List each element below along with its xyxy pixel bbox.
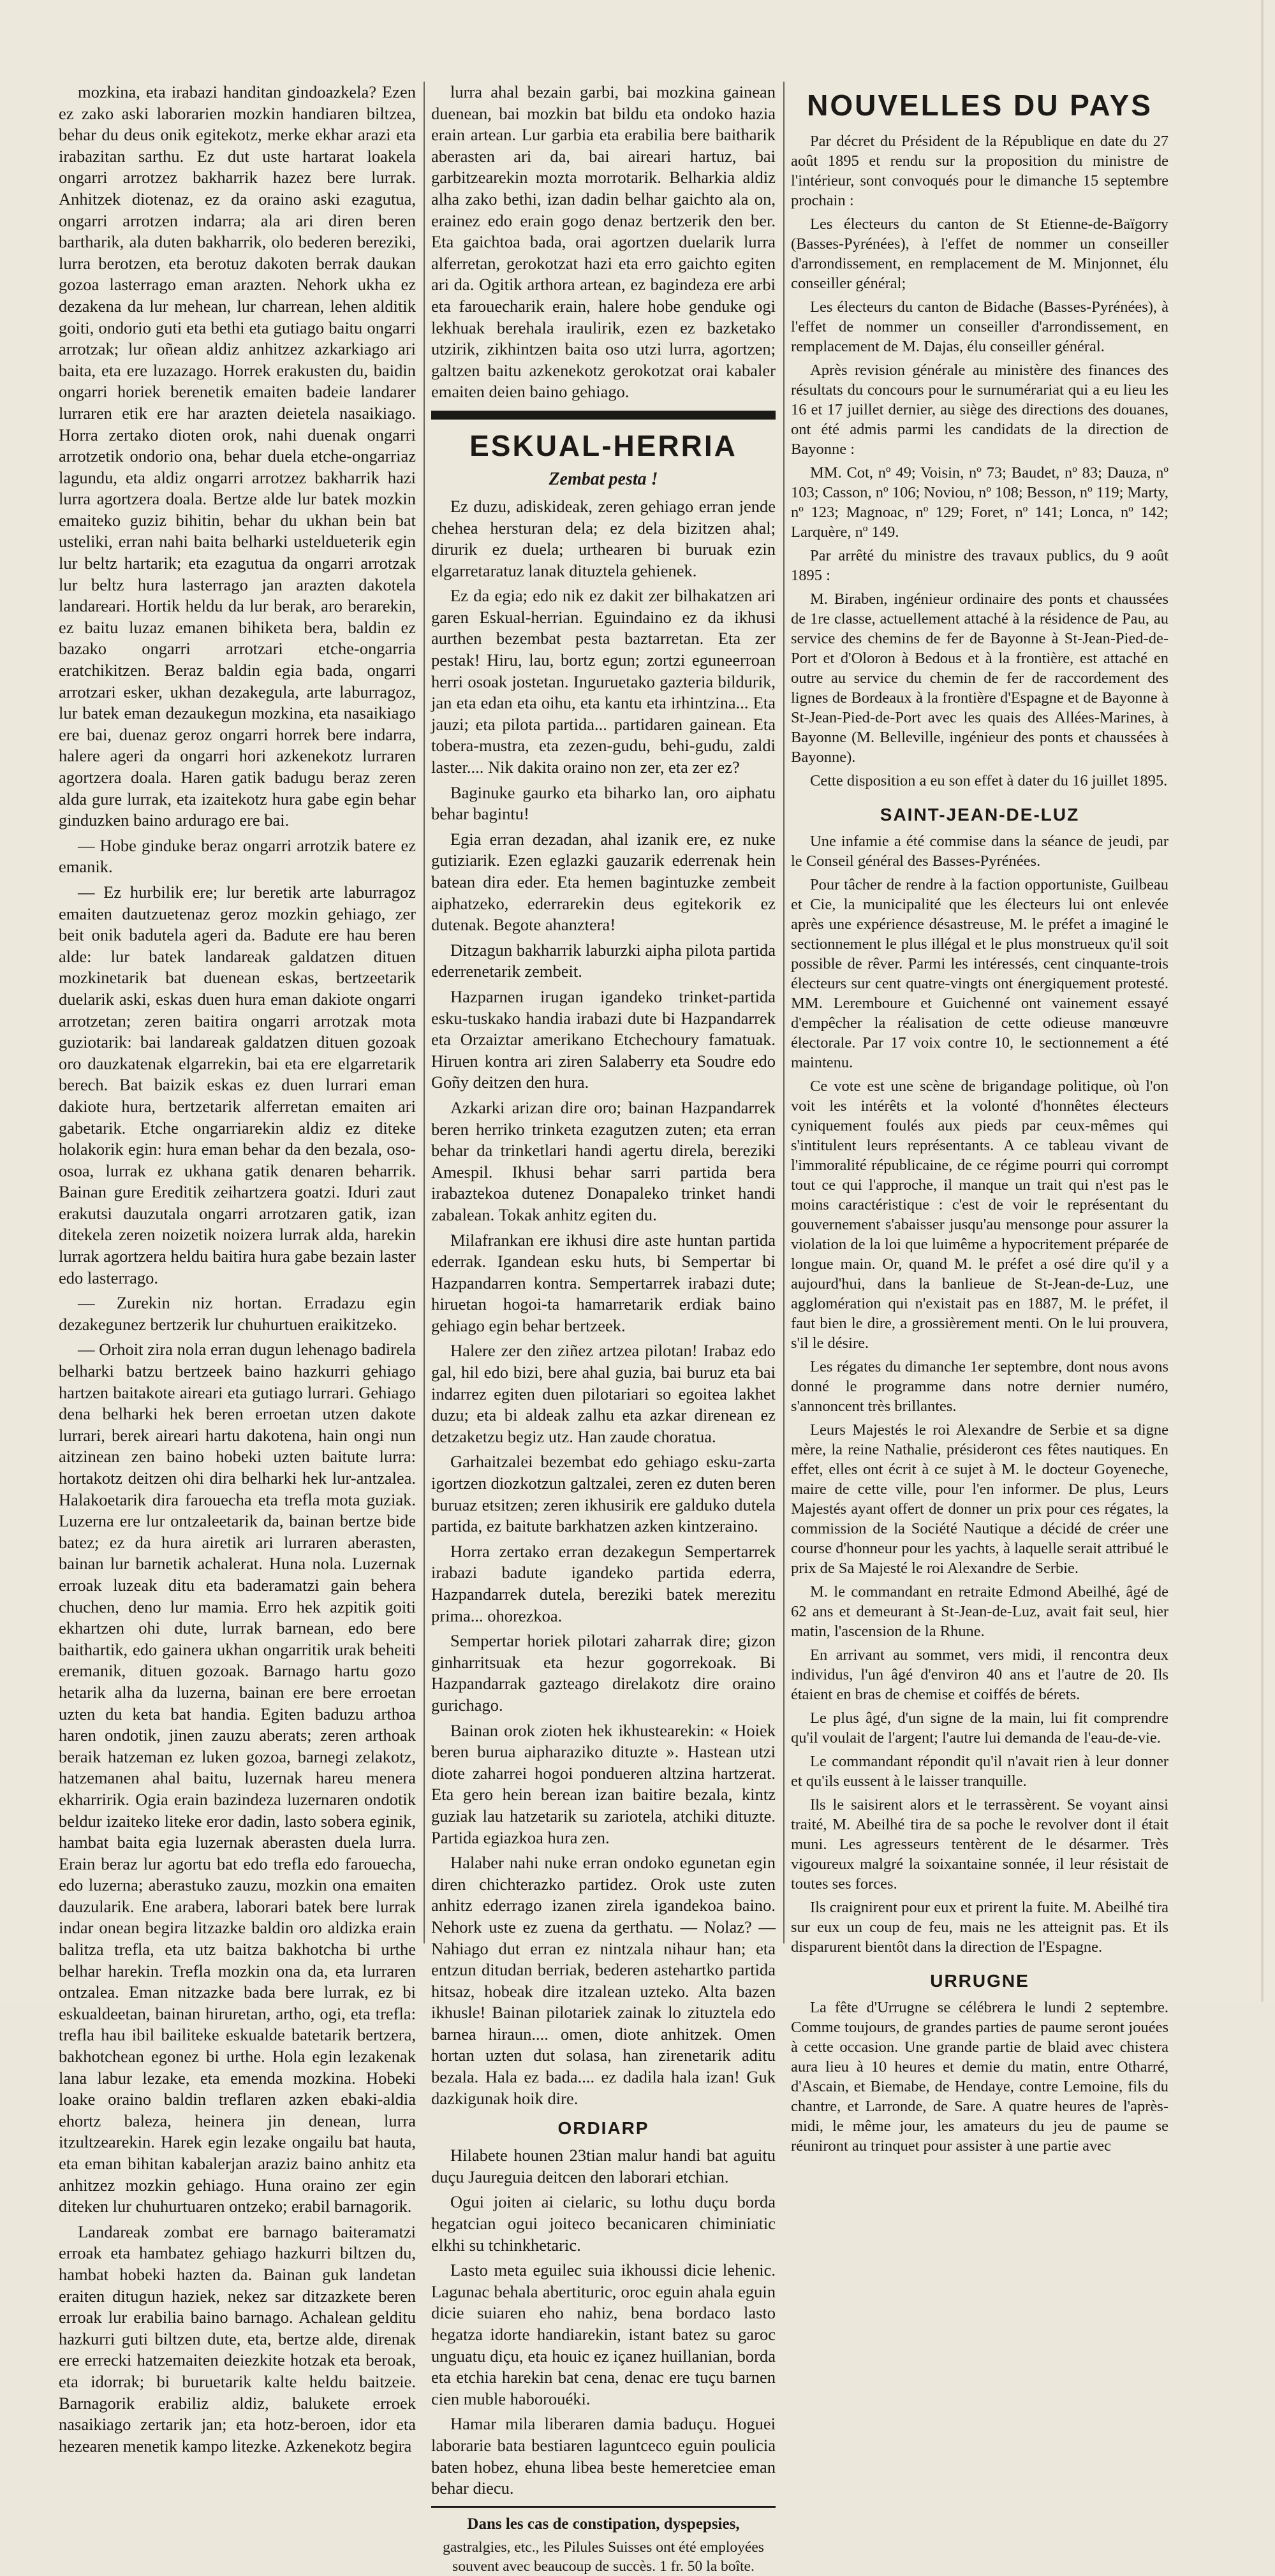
news-paragraph: Le plus âgé, d'un signe de la main, lui fit comprendre qu'il voulait de l'argent; l'autre lui demanda de l'eau-de-vie. <box>791 1709 1168 1746</box>
ad-divider <box>431 2506 776 2508</box>
article-paragraph: Azkarki arizan dire oro; bainan Hazpandarrek beren herriko trinketa ezagutzen zuten; eta erran behar da trinketlari handi agertu direla, bereziki Amespil. Ikhusi behar sarri partida bera irabaztekoa dutenez Donapaleko trinket handi zabalean. Tokak anhitz egiten du. <box>431 1097 776 1224</box>
article-paragraph: Hilabete hounen 23tian malur handi bat aguitu duçu Jaureguia deitcen den laborari etchian. <box>431 2146 776 2186</box>
article-paragraph: Halaber nahi nuke erran ondoko egunetan egin diren chichterazko partidez. Orok uste zuten anhitz ederrago izanen zirela igandekoa baino. Nehork uste ez zuena da gerthatu. — Nolaz? — Nahiago dut erran ez nintzala nihaur han; eta entzun ditudan berriak, bederen astehartko partida hitsaz, hobeak dire itzalean uzteko. Alta bazen ikhusle! Bainan pilotariek zainak lo zituztela edo barnea hiraun.... omen, diote anhitzek. Omen hortan uzten dut solasa, han zirenetarik aditu bezala. Hala ez bada.... ez dadila hala izan! Guk dazkigunak hoik dire. <box>431 1853 776 2108</box>
col1-paragraph-4: — Zurekin niz hortan. Erradazu egin dezakegunez bertzerik lur chuhurtuen eraikitzeko. <box>59 1293 416 1334</box>
news-paragraph: Leurs Majestés le roi Alexandre de Serbie et sa digne mère, la reine Nathalie, présideront ces fêtes nautiques. En effet, elles ont écrit à ce sujet à M. le docteur Goyeneche, maire de cette ville, pour l'en informer. De plus, Leurs Majestés ayant offert de donner un prix pour ces régates, la commission de la Société Nautique a décidé de créer une course d'honneur pour les yachts, à laquelle serait attribué le prix de Sa Majesté le roi Alexandre de Serbie. <box>791 1421 1168 1577</box>
news-paragraph: Après revision générale au ministère des finances des résultats du concours pour le surnumérariat qui a eu lieu les 16 et 17 juillet dernier, au siège des directions des douanes, ont été admis parmi les candidats de la direction de Bayonne : <box>791 362 1168 458</box>
news-paragraph: MM. Cot, nº 49; Voisin, nº 73; Baudet, nº 83; Dauza, nº 103; Casson, nº 106; Noviou, nº 108; Besson, nº 119; Marty, nº 123; Magnoac, nº 129; Foret, nº 141; Lonca, nº 142; Larquère, nº 149. <box>791 464 1168 541</box>
section-divider <box>431 411 776 420</box>
news-paragraph: Pour tâcher de rendre à la faction opportuniste, Guilbeau et Cie, la municipalité que les électeurs lui ont enlevée après une expérience désastreuse, M. le préfet a imaginé le sectionnement le plus illégal et le plus monstrueux qu'il soit possible de rêver. Parmi les intéressés, cent cinquante-trois électeurs sur cent quatre-vingts ont énergiquement protesté. MM. Leremboure et Guichenné ont vainement essayé d'empêcher la réalisation de cette odieuse manœuvre électorale. Par 17 voix contre 10, le sectionnement a été maintenu. <box>791 876 1168 1071</box>
news-paragraph: Cette disposition a eu son effet à dater du 16 juillet 1895. <box>810 772 1168 789</box>
eskual-herria-masthead: ESKUAL-HERRIA <box>469 428 737 462</box>
article-paragraph: Ez da egia; edo nik ez dakit zer bilhakatzen ari garen Eskual-herrian. Eguindaino ez da ikhusi aurthen bezembat pesta baztarretan. Eta zer pestak! Hiru, lau, bortz egun; zortzi eguneerroan herri osoak jostetan. Inguruetako gazteria bildurik, jan eta edan eta oihu, eta kantu eta irhintzina... Eta jauzi; eta pilota partida... partidaren gainean. Eta tobera-mustra, eta zezen-gudu, behi-gudu, zaldi laster.... Nik dakita oraino non zer, eta zer ez? <box>431 586 776 777</box>
news-paragraph: Ce vote est une scène de brigandage politique, où l'on voit les intérêts et la volonté d'honnêtes électeurs cyniquement foulés aux pieds par ceux-mêmes qui s'intitulent leurs représentants. A ce tableau vivant de l'immoralité républicaine, de ce régime pourri qui corrompt tout ce qui l'approche, il manque un trait qui n'est pas le moins caractéristique : c'est de voir le représentant du gouvernement s'abaisser jusqu'au mensonge pour assurer la violation de la loi que luimême a hypocritement préparée de longue main. Or, quand M. le préfet a osé dire qu'il y a aujourd'hui, dans la banlieue de St-Jean-de-Luz, une agglomération qui n'existait pas en 1887, M. le préfet, il faut bien le dire, a grossièrement menti. On le lui prouvera, s'il le désire. <box>791 1078 1168 1352</box>
ad-headline: Dans les cas de constipation, dyspepsies, <box>467 2515 740 2533</box>
article-paragraph: Horra zertako erran dezakegun Sempertarrek irabazi badute igandeko partida ederra, Hazpandarrek dutela, bereziki batek merezitu prima... ohorezkoa. <box>431 1541 776 1625</box>
article-paragraph: Milafrankan ere ikhusi dire aste huntan partida ederrak. Igandean esku huts, bi Sempertar bi Hazpandarren kontra. Sempertarrek irabazi dute; hiruetan hogoi-ta hamarretarik erdiak baino gehiago egin behar bertzeek. <box>431 1230 776 1335</box>
col1-paragraph-5: — Orhoit zira nola erran dugun lehenago badirela belharki batzu bertzeek baino hazkurri gehiago hartzen baitakote aireari eta gutiago lurrari. Gehiago dena belharki hek beren erroetan utzen dakote lurrari, berek aireari hartu dakotena, hain ongi nun aitzinean zen baino hobeki uzten baitute lurra: hortakotz deitzen ohi dira belharki hek lur-antzalea. Halakoetarik dira farouecha eta trefla mota guziak. Luzerna ere lur ontzaleetarik da, bainan bertze bide batez; ez da hura airetik ari lurraren aberasten, bainan lur barnetik achalerat. Huna nola. Luzernak erroak luzeak ditu eta baderamatzi gain behera chuchen, deno lur mamia. Erro hek azpitik goiti ekhartzen ohi dute, lurrak barnean, edo bere baithartik, edo gainera ukhan ongarritik urak beheiti eremanik, dituen gozoak. Barnago hartu gozo hetarik alha da luzerna, bainan ere bere erroetan uzten du keta bat handia. Egiten baduzu arthoa haren ondotik, jinen zauzu aberats; zeren arthoak beraik hatzeman ez luken gozoa, barnegi zelakotz, hatzemanen ahal baitu, luzernak hareu menera ekharririk. Ogia erain bazindeza luzernaren ondotik beldur izaiteko liteke eror dadin, lasto sobera eginik, hambat baita egia luzernak aberasten duela lurra. Erain beraz lur agortu bat edo trefla edo farouecha, edo luzerna; aberastuko zauzu, mozkin ona emaiten dauzularik. Ene arabera, laborari batek bere lurrak indar onean begira litzazke baldin oro aldizka erain balitza trefla, eta utz baitza bakhotcha bi urthe belhar harekin. Trefla mozkin ona da, eta lurraren ontzalea. Eman nitzazke bada bere lurrak, ez bi eskualdeetan, bainan hiruretan, artho, ogi, eta trefla: trefla hau ibil bailiteke eskualde batetarik bertzera, bakhotchean egonez bi urthe. Hola egin lezakenak lana labur lezake, eta emenda mozkina. Hobeki loake oraino baldin treflaren azken ebaki-aldia ehortz baleza, heinera jin denean, lurra itzultzearekin. Harek egin lezake ongailu bat hauta, eta eman bihitan kabalerjan araziz baino anhitz eta anhitzez mozkin gehiago. Huna oraino zer egin diteken lur chuhurtuaren ontzeko; erabil barnagorik. <box>59 1340 416 2216</box>
advertisement-pilules-suisses <box>431 2514 776 2576</box>
article-paragraph: Hamar mila liberaren damia baduçu. Hoguei laborarie bata bestiaren laguntceco eguin poulicia baten hobez, ehuna libea beste hemeretciee eman behar diecu. <box>431 2414 776 2498</box>
article-paragraph: Lasto meta eguilec suia ikhoussi dicie lehenic. Lagunac behala abertituric, oroc eguin ahala eguin dicie suiaren eho nahiz, bena bordaco lasto hegatza idorte handiarekin, istant batez su garoc unguatu diçu, eta houic ez içanez huillanian, borda eta etchia harekin bat cena, denac ere tuçu barnen cien muble haborouéki. <box>431 2260 776 2408</box>
article-paragraph: Bainan orok zioten hek ikhustearekin: « Hoiek beren burua aipharaziko dituzte ». Hastean utzi diote zaharrei hogoi pondueren altzina hartzerat. Eta gero hein berean izan baitire bezala, kintz guziak lau hatzetarik su zariotela, atchiki dituzte. Partida egiazkoa hura zen. <box>431 1720 776 1847</box>
news-paragraph: Ils le saisirent alors et le terrassèrent. Se voyant ainsi traité, M. Abeilhé tira de sa poche le revolver dont il était muni. Les agresseurs tentèrent de le désarmer. Très vigoureux malgré la soixantaine sonnée, il leur résistait de toutes ses forces. <box>791 1796 1168 1892</box>
article-paragraph: Egia erran dezadan, ahal izanik ere, ez nuke gutiziarik. Ezen eglazki gauzarik ederrenak hein batean dira eder. Eta hemen bagintuzke zembeit aiphatzeko, ederrarekin deus egitekorik ez dutenak. Begote ahanztera! <box>431 829 776 935</box>
news-paragraph: Les électeurs du canton de St Etienne-de-Baïgorry (Basses-Pyrénées), à l'effet de nommer un conseiller d'arrondissement, en remplacement de M. Minjonnet, élu conseiller général; <box>791 216 1168 292</box>
section-title-urrugne: URRUGNE <box>930 1971 1029 1991</box>
news-paragraph: Par décret du Président de la République en date du 27 août 1895 et rendu sur la proposition du ministre de l'intérieur, sont convoqués pour le dimanche 15 septembre prochain : <box>791 133 1168 209</box>
page-edge <box>1261 0 1264 2002</box>
news-paragraph: Une infamie a été commise dans la séance de jeudi, par le Conseil général des Basses-Pyrénées. <box>791 833 1168 870</box>
article-paragraph: Baginuke gaurko eta biharko lan, oro aiphatu behar bagintu! <box>431 782 776 824</box>
article-paragraph: Sempertar horiek pilotari zaharrak dire; gizon ginharritsuak eta hezur gogorrekoak. Bi Hazpandarrak gazteago direlakotz dire oraino gurichago. <box>431 1631 776 1715</box>
news-paragraph: En arrivant au sommet, vers midi, il rencontra deux individus, l'un âgé d'environ 40 ans et l'autre de 20. Ils étaient en bras de chemise et coiffés de bérets. <box>791 1646 1168 1703</box>
article-title-zembat-pesta: Zembat pesta ! <box>549 469 658 489</box>
section-title-saint-jean-de-luz: SAINT-JEAN-DE-LUZ <box>880 805 1080 824</box>
article-paragraph: Halere zer den ziñez artzea pilotan! Irabaz edo gal, hil edo bizi, bere ahal guzia, bai buruz eta bai indarrez egiten duen pilotariari so egoitea lakhet duzu; eta bi aldeak zalhu eta azkar direnean ez detzaketzu begiz utz. Han zaude choratua. <box>431 1341 776 1446</box>
column-2 <box>431 82 776 2575</box>
col1-paragraph-6: Landareak zombat ere barnago baiteramatzi erroak eta hambatez gehiago hazkurri biltzen du, hambat hobeki hazten da. Bainan guk landetan eraiten ditugun haziek, nekez sar ditzazkete beren erroak lur erabilia baino barnago. Achalean gelditu hazkurri guti biltzen dute, eta, bertze alde, direnak ere errecki hatzemaiten deiezkite hotzak eta beroak, eta idorrak; bi buruetarik kalte heldu baitzeie. Barnagorik erabiliz aldiz, balukete erroek nasaikiago zertarik jan; eta hotz-beroen, idor eta hezearen menetik kampo litezke. Azkenekotz begira <box>59 2221 416 2455</box>
column-3 <box>791 82 1168 2155</box>
news-paragraph: Ils craignirent pour eux et prirent la fuite. M. Abeilhé tira sur eux un coup de feu, mais ne les atteignit pas. Et ils disparurent bientôt dans la direction de l'Espagne. <box>791 1899 1168 1956</box>
article-title-ordiarp: ORDIARP <box>557 2118 649 2139</box>
nouvelles-du-pays-masthead: NOUVELLES DU PAYS <box>807 89 1153 122</box>
column-1 <box>59 82 416 2455</box>
article-paragraph: Ez duzu, adiskideak, zeren gehiago erran jende chehea hersturan dela; ez dela bizitzen ahal; dirurik ez duela; urthearen bi buruak ezin elgarretaratuz lanak dituztela gehienek. <box>431 496 776 580</box>
news-paragraph: M. Biraben, ingénieur ordinaire des ponts et chaussées de 1re classe, actuellement attaché à la résidence de Pau, au service des chemins de fer de Bayonne à St-Jean-Pied-de-Port et d'Oloron à Bedous et à la frontière, est attaché en outre au service du chemin de fer de raccordement des lignes de Bordeaux à la frontière d'Espagne et de Bayonne à St-Jean-Pied-de-Port avec les quais des Allées-Marines, à Bayonne (M. Belleville, ingénieur des ponts et chaussées à Bayonne). <box>791 590 1168 766</box>
col1-paragraph-2: — Hobe ginduke beraz ongarri arrotzik batere ez emanik. <box>59 835 416 877</box>
news-paragraph: Le commandant répondit qu'il n'avait rien à leur donner et qu'ils eussent à le laisser tranquille. <box>791 1753 1168 1790</box>
column-rule-1 <box>424 82 425 1943</box>
news-paragraph: M. le commandant en retraite Edmond Abeilhé, âgé de 62 ans et demeurant à St-Jean-de-Luz, avait fait seul, hier matin, l'ascension de la Rhune. <box>791 1583 1168 1640</box>
col1-paragraph-3: — Ez hurbilik ere; lur beretik arte laburragoz emaiten dautzuetenaz geroz mozkin gehiago, zer beit onik badutela ageri da. Badute ere hau beren alde: lur batek landareak galdatzen dituen mozkinetarik bat duenean eskas, bertzeetarik duelarik aski, eskas duen hura eman dakiote ongarri arrotzetan; zeren baitira ongarri arrotzak mota guziotarik: bai landareak galdatzen dituen gozoak oro dauzkatenak elgarrekin, bai eta ere elgarretarik berech. Bat baizik eskas ez duen lurrari eman dakiote hura, bertzetarik alferretan emaiten ari gabetarik. Etche ongarriarekin aldiz ez diteke holakorik egin: hura eman behar da den bezala, oso-osoa, lurrak ez ukhana gatik denaren beharrik. Bainan gure Ereditik zeihartzera goatzi. Iduri zaut erakutsi dauzutala ongarri arrotzaren gatik, izan ditekela zeren noizetik noizera lurrak alda, harekin lurrak agortzera heldu baitira hura gabe bezain laster edo lasterrago. <box>59 882 416 1287</box>
col2-continuation: lurra ahal bezain garbi, bai mozkina gainean duenean, bai mozkin bat bildu eta ondoko hazia erain artean. Lur garbia eta erabilia bere baitharik aberasten ari da, bai aireari hartuz, bai garbitzearekin mozta morrotarik. Belharkia aldiz alha zako bethi, izan dadin belhar gaichto ala on, erainez edo erain gogo denaz bertzerik den ber. Eta gaichtoa bada, orai agortzen duelarik lurra alferretan, gerokotzat hazi eta erro gaichto egiten ari da. Ogitik arthora artean, ez bagindeza ere arbi eta farouecharik erain, halere hobe genduke ogi lekhuak berehala iraulirik, ezen ez bazketako utzirik, zikhintzen baita oso utzi lurra, agortzen; galtzen baitu azkenekotz gerokotzat orai kabaler emaiten deien baino gehiago. <box>431 82 776 402</box>
column-rule-2 <box>783 82 785 1943</box>
col1-paragraph-1: mozkina, eta irabazi handitan gindoazkela? Ezen ez zako aski laborarien mozkin handiaren biltzea, behar du deus onik egitekotz, merke ekhar arazi eta irabazitan sarthu. Ez dut uste hartarat loakela ongarri arrotzez bakharrik hazez bere lurrak. Anhitzek diotenaz, ez da oraino aski ezagutua, ongarri arrotzen indarra; ala ari diren beren bartharik, ala duten bakharrik, olo bederen bereziki, lurra berotzen, eta berotuz dakoten berrak daukan gozoa lasterrago eman arazten. Nehork ukha ez dezakena da lur mehean, lur charrean, lehen alditik goiti, ondorio guti eta bethi eta gutiago baitu ongarri arrotzak; lur oñean aldiz anhitzez azkarkiago ari baita, eta ere luzazago. Horrek erakusten du, baidin ongarri horiek berenetik emaiten badeie landarer lurraren etik ere har arazten deietela nasaikiago. Horra zertako dioten orok, nahi duenak ongarri arrotzetik ondorio ona, behar duela etche-ongarriaz lagundu, eta aldiz ongarri arrotzez bakharrik hazi lurra agortzera doala. Bertze alde lur batek mozkin emaiteko guziz bihitin, behar du ukhan bein bat usteliki, erran nahi baita belharki usteldueterik egin lur beltz hartarik; eta ezagutua da ongarri arrotzak lur beltz hura lasterrago jan arazten dakotela landareari. Hortik heldu da lur berak, aro berarekin, ez baitu luzaz emanen bihiketa bera, baldin ez bazako ongarri arrotzari etche-ongarria eratchikitzen. Beraz baldin egia bada, ongarri arrotzari esker, ukhan dezakegula, arte laburragoz, lur batek eman dezaukegun mozkina, eta nasaikiago ere bai, duenaz geroz ongarri horrek bere indarra, halere ageri da ongarri hori azkenekotz lurraren agortzera doala. Haren gatik badugu beraz zeren alda gure lurrak, eta izaitekotz hura gabe egin behar ginduzken baino ardurago ere bai. <box>59 82 416 830</box>
news-paragraph: Par arrêté du ministre des travaux publics, du 9 août 1895 : <box>791 547 1168 584</box>
article-paragraph: Ditzagun bakharrik laburzki aipha pilota partida ederrenetarik zembeit. <box>431 940 776 981</box>
article-paragraph: Hazparnen irugan igandeko trinket-partida esku-tuskako handia irabazi dute bi Hazpandarrek eta Orzaiztar amerikano Etchechoury famatuak. Hiruen kontra ari ziren Salaberry eta Soudre edo Goñy deitzen den hura. <box>431 986 776 1092</box>
news-paragraph: Les électeurs du canton de Bidache (Basses-Pyrénées), à l'effet de nommer un conseiller d'arrondissement, en remplacement de M. Dajas, élu conseiller général. <box>791 298 1168 355</box>
article-paragraph: Ogui joiten ai cielaric, su lothu duçu borda hegatcian ogui joiteco becanicaren chiminiatic elkhi su tchinkhetaric. <box>431 2192 776 2255</box>
article-paragraph: Garhaitzalei bezembat edo gehiago esku-zarta igortzen diozkotzun galtzalei, zeren ez duten beren buruaz etsitzen; zeren ikhusirik ere galduko dutela partida, ez baitute barkhatzen azken kintzeraino. <box>431 1452 776 1536</box>
ad-body: gastralgies, etc., les Pilules Suisses ont été employées souvent avec beaucoup de succès. 1 fr. 50 la boîte. <box>443 2538 764 2575</box>
news-paragraph: La fête d'Urrugne se célébrera le lundi 2 septembre. Comme toujours, de grandes parties de paume seront jouées à cette occasion. Une grande partie de blaid avec chistera aura lieu à 10 heures et demie du matin, entre Otharré, d'Ascain, et Biemabe, de Hendaye, contre Lemoine, fils du chantre, et Larronde, de Sare. A quatre heures de l'après-midi, le même jour, les amateurs du jeu de paume se réuniront au trinquet pour assister à une partie avec <box>791 1999 1168 2155</box>
news-paragraph: Les régates du dimanche 1er septembre, dont nous avons donné le programme dans notre dernier numéro, s'annoncent très brillantes. <box>791 1358 1168 1415</box>
